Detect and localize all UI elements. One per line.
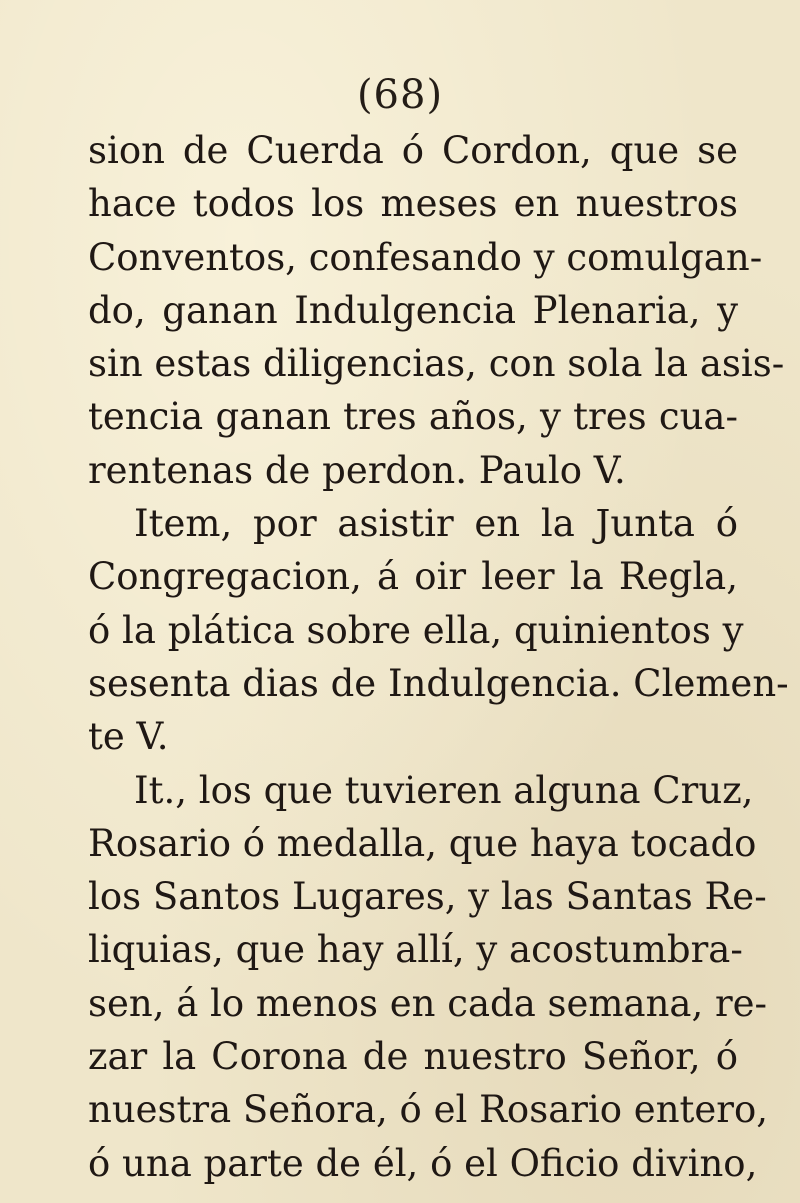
text-line: liquias, que hay allí, y acostumbra- <box>88 928 743 972</box>
text-line: los Santos Lugares, y las Santas Re- <box>88 875 767 919</box>
text-line: sesenta dias de Indulgencia. Clemen- <box>88 661 789 705</box>
text-line: Congregacion, á oir leer la Regla, <box>88 555 738 599</box>
text-line: sin estas diligencias, con sola la asis- <box>88 342 785 386</box>
text-line: zar la Corona de nuestro Señor, ó <box>88 1035 738 1079</box>
text-line: Rosario ó medalla, que haya tocado <box>88 821 757 865</box>
page-number: (68) <box>356 72 444 118</box>
text-line: te V. <box>88 715 169 759</box>
body-text <box>88 124 789 1190</box>
text-line: nuestra Señora, ó el Rosario entero, <box>88 1088 769 1132</box>
text-line: It., los que tuvieren alguna Cruz, <box>134 768 754 812</box>
text-line: hace todos los meses en nuestros <box>88 182 738 226</box>
text-line: ó una parte de él, ó el Oficio divino, <box>88 1141 758 1185</box>
text-line: ó la plática sobre ella, quinientos y <box>88 608 744 652</box>
text-line: tencia ganan tres años, y tres cua- <box>88 395 738 439</box>
text-line: sen, á lo menos en cada semana, re- <box>88 981 768 1025</box>
text-line: Item, por asistir en la Junta ó <box>134 502 738 546</box>
text-line: rentenas de perdon. Paulo V. <box>88 448 626 492</box>
text-line: sion de Cuerda ó Cordon, que se <box>88 129 738 172</box>
text-line: Conventos, confesando y comulgan- <box>88 235 763 279</box>
text-line: do, ganan Indulgencia Plenaria, y <box>88 288 738 332</box>
